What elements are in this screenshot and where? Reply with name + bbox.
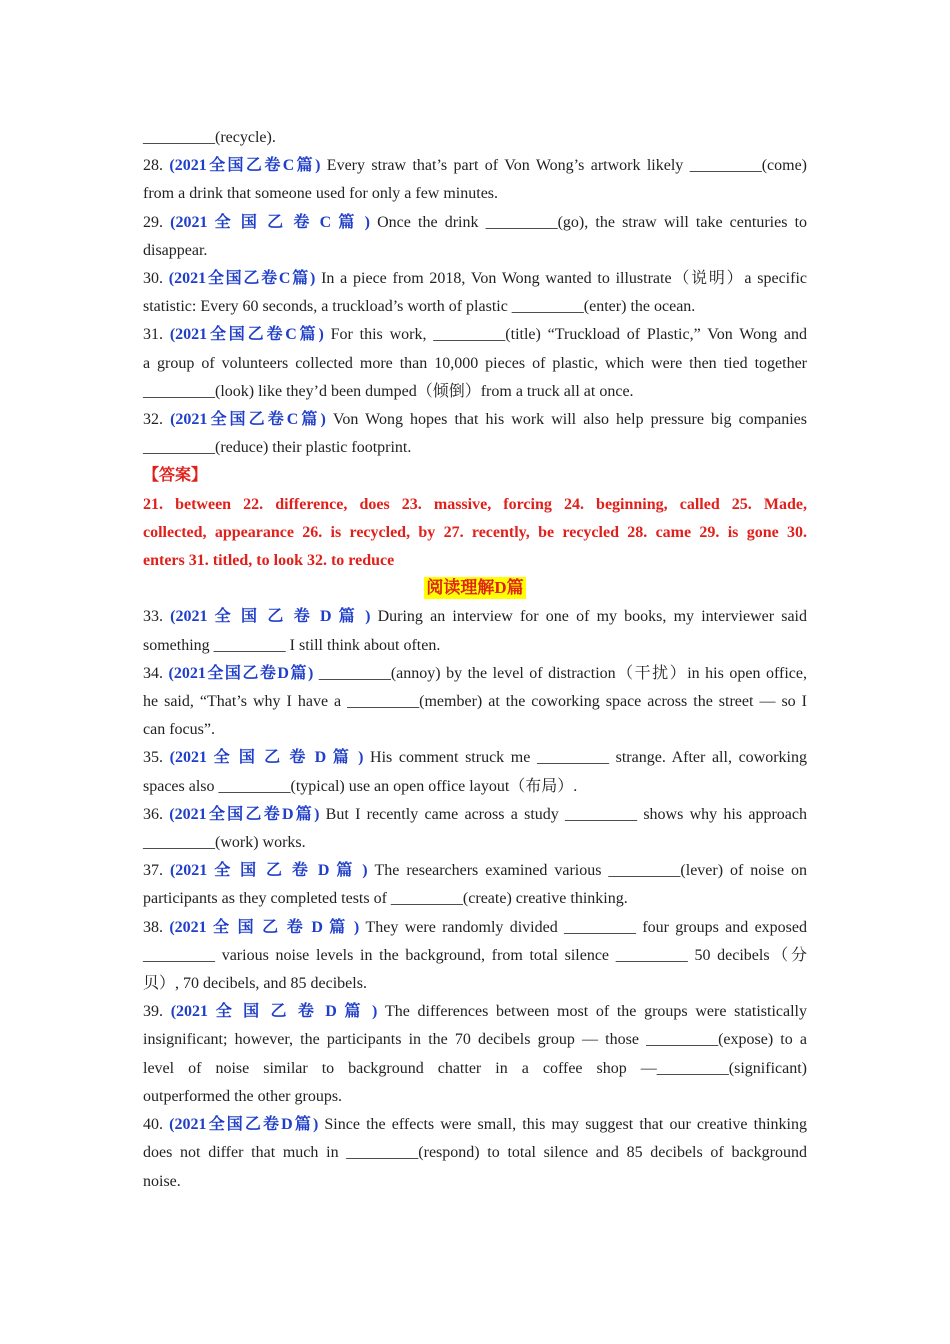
answer-line: collected, appearance 26. is recycled, by 27. recently, be recycled 28. came 29. is gone 30. [143,523,807,541]
questions-block-c [143,124,807,462]
line-text: _________ various noise levels in the background, from total silence _________ 50 decibels（分 [143,946,807,964]
text-line [143,350,807,378]
question-line [143,744,807,772]
question-line [143,209,807,237]
source-tag: (2021全国乙卷C篇) [170,411,326,429]
question-number: 35. [143,749,170,767]
line-text: In a piece from 2018, Von Wong wanted to illustrate（说明）a specific [315,270,807,288]
answer-line: enters 31. titled, to look 32. to reduce [143,552,395,570]
line-text: The researchers examined various _________(lever) of noise on [367,862,808,880]
section-title: 阅读理解D篇 [426,578,524,598]
line-text: For this work, _________(title) “Truckload of Plastic,” Von Wong and [323,326,808,344]
text-line [143,237,807,265]
text-line [143,434,807,462]
question-number: 40. [143,1116,170,1134]
text-line [143,1055,807,1083]
line-text: spaces also _________(typical) use an open office layout（布局）. [143,777,578,795]
line-text: from a drink that someone used for only a few minutes. [143,185,499,203]
line-text: _________(annoy) by the level of distraction（干扰）in his open office, [313,664,807,682]
source-tag: (2021 全 国 乙 卷 D 篇 ) [169,918,360,936]
source-tag: (2021 全 国 乙 卷 C 篇 ) [170,213,370,231]
source-tag: (2021 全 国 乙 卷 D 篇 ) [169,862,368,880]
text-line [143,970,807,998]
text-line [143,1168,807,1196]
line-text: _________(recycle). [143,129,276,146]
questions-block-d [143,603,807,1195]
question-number: 34. [143,664,169,682]
text-line [143,1026,807,1054]
question-number: 30. [143,270,169,288]
line-text: a group of volunteers collected more than 10,000 pieces of plastic, which were then tied together [143,354,807,372]
document-page [143,124,807,1196]
source-tag: (2021 全 国 乙 卷 D 篇 ) [170,608,371,626]
line-text: _________(reduce) their plastic footprint. [143,439,412,457]
question-number: 37. [143,862,170,880]
question-line [143,857,807,885]
answer-line: 21. between 22. difference, does 23. massive, forcing 24. beginning, called 25. Made, [143,495,807,513]
text-line [143,1139,807,1167]
line-text: participants as they completed tests of _________(create) creative thinking. [143,890,628,908]
text-line [143,885,807,913]
question-line [143,321,807,349]
question-number: 29. [143,213,171,231]
line-text: Since the effects were small, this may suggest that our creative thinking [318,1116,807,1134]
question-line [143,998,807,1026]
line-text: Once the drink _________(go), the straw will take centuries to [369,213,808,231]
line-text: 贝）, 70 decibels, and 85 decibels. [143,975,367,993]
line-text: _________(work) works. [143,834,306,852]
text-line [143,773,807,801]
question-line [143,801,807,829]
question-line [143,603,807,631]
line-text: His comment struck me _________ strange. After all, coworking [363,749,808,767]
question-number: 38. [143,918,170,936]
source-tag: (2021全国乙卷D篇) [169,805,320,823]
line-text: _________(look) like they’d been dumped（倾倒）from a truck all at once. [143,382,634,400]
line-text: noise. [143,1172,181,1190]
question-line [143,660,807,688]
question-number: 39. [143,1003,171,1021]
text-line [143,942,807,970]
line-text: Von Wong hopes that his work will also help pressure big companies [325,411,807,429]
text-line [143,1083,807,1111]
line-text: During an interview for one of my books, my interviewer said [370,608,807,626]
line-text: The differences between most of the groups were statistically [377,1003,808,1021]
question-number: 28. [143,157,170,175]
question-line [143,406,807,434]
text-line [143,293,807,321]
question-line [143,152,807,180]
text-line [143,829,807,857]
question-line [143,1111,807,1139]
source-tag: (2021全国乙卷C篇) [168,270,316,288]
line-text: They were randomly divided _________ four groups and exposed [359,918,808,936]
line-text: level of noise similar to background chatter in a coffee shop —_________(significant) [143,1059,807,1077]
source-tag: (2021 全 国 乙 卷 D 篇 ) [170,1003,378,1021]
line-text: But I recently came across a study _________ shows why his approach [319,805,808,823]
text-line [143,716,807,744]
question-number: 36. [143,805,170,823]
text-line [143,124,807,152]
line-text: does not differ that much in _________(respond) to total silence and 85 decibels of background [143,1144,807,1162]
line-text: Every straw that’s part of Von Wong’s artwork likely _________(come) [320,157,808,175]
line-text: insignificant; however, the participants in the 70 decibels group — those _________(expose) to a [143,1031,807,1049]
line-text: he said, “That’s why I have a _________(member) at the coworking space across the street — so I [143,693,807,711]
source-tag: (2021全国乙卷C篇) [169,326,324,344]
source-tag: (2021全国乙卷C篇) [169,157,321,175]
line-text: something _________ I still think about often. [143,636,441,654]
section-title-wrap [143,575,807,603]
answer-header: 【答案】 [143,467,208,485]
line-text: disappear. [143,241,208,259]
line-text: outperformed the other groups. [143,1087,343,1105]
text-line [143,378,807,406]
question-number: 32. [143,411,171,429]
text-line [143,688,807,716]
question-line [143,265,807,293]
text-line [143,180,807,208]
source-tag: (2021全国乙卷D篇) [169,1116,319,1134]
source-tag: (2021全国乙卷D篇) [168,664,314,682]
question-line [143,914,807,942]
line-text: statistic: Every 60 seconds, a truckload’s worth of plastic _________(enter) the ocean. [143,298,696,316]
source-tag: (2021 全 国 乙 卷 D 篇 ) [169,749,364,767]
answer-block [143,491,807,576]
line-text: can focus”. [143,721,215,739]
question-number: 33. [143,608,171,626]
text-line [143,632,807,660]
question-number: 31. [143,326,170,344]
